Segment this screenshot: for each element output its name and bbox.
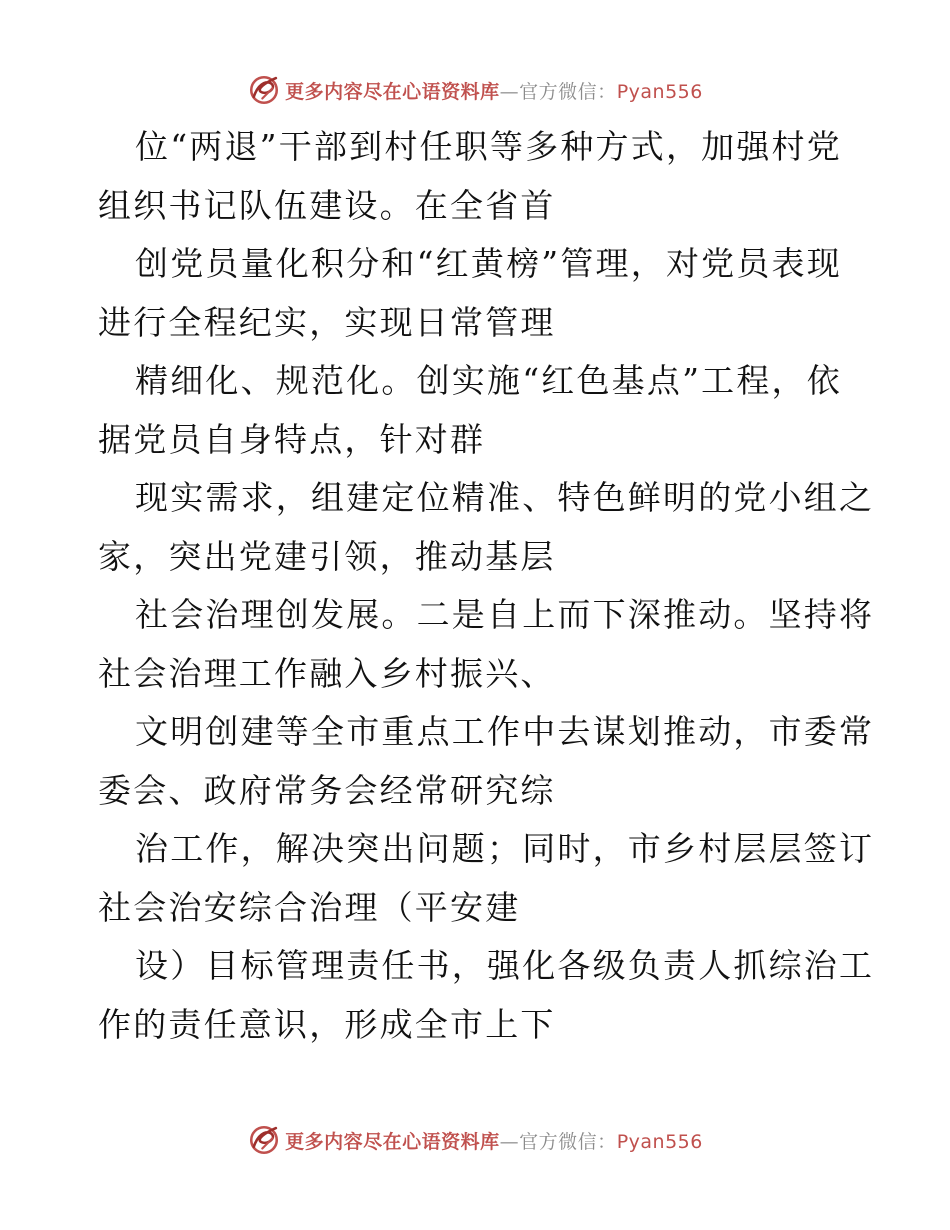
text-line: 家，突出党建引领，推动基层 (98, 536, 556, 576)
banner-wechat-id: Pyan556 (616, 1130, 703, 1153)
banner-text (285, 77, 703, 104)
text-line: 文明创建等全市重点工作中去谋划推动，市委常 (135, 712, 875, 751)
text-line: 治工作，解决突出问题；同时，市乡村层层签订 (135, 829, 875, 868)
text-line: 现实需求，组建定位精准、特色鲜明的党小组之 (135, 478, 875, 517)
banner-official-label: 官方微信： (519, 80, 617, 103)
text-line: 委会、政府常务会经常研究综 (98, 770, 556, 810)
text-line: 社会治安综合治理（平安建 (98, 887, 521, 927)
banner-official-label: 官方微信： (519, 1130, 617, 1153)
text-line: 精细化、规范化。创实施“红色基点”工程，依 (135, 361, 842, 400)
banner-main-text: 更多内容尽在心语资料库 (285, 1130, 500, 1153)
footer-watermark-banner (0, 1120, 950, 1160)
banner-main-text: 更多内容尽在心语资料库 (285, 80, 500, 103)
banner-wechat-id: Pyan556 (616, 80, 703, 103)
document-body (98, 118, 875, 1054)
text-line: 设）目标管理责任书，强化各级负责人抓综治工 (135, 946, 875, 985)
text-line: 创党员量化积分和“红黄榜”管理，对党员表现 (135, 244, 842, 283)
text-line: 社会治理创发展。二是自上而下深推动。坚持将 (135, 595, 875, 634)
text-line: 位“两退”干部到村任职等多种方式，加强村党 (135, 127, 842, 166)
header-watermark-banner (0, 70, 950, 110)
text-line: 组织书记队伍建设。在全省首 (98, 185, 556, 225)
text-line: 进行全程纪实，实现日常管理 (98, 302, 556, 342)
text-line: 社会治理工作融入乡村振兴、 (98, 653, 556, 693)
banner-separator: — (499, 1130, 520, 1153)
text-line: 作的责任意识，形成全市上下 (98, 1004, 556, 1044)
banner-separator: — (499, 80, 520, 103)
red-cursive-logo-icon (247, 1123, 281, 1157)
red-cursive-logo-icon (247, 73, 281, 107)
text-line: 据党员自身特点，针对群 (98, 419, 486, 459)
banner-text (285, 1127, 703, 1154)
